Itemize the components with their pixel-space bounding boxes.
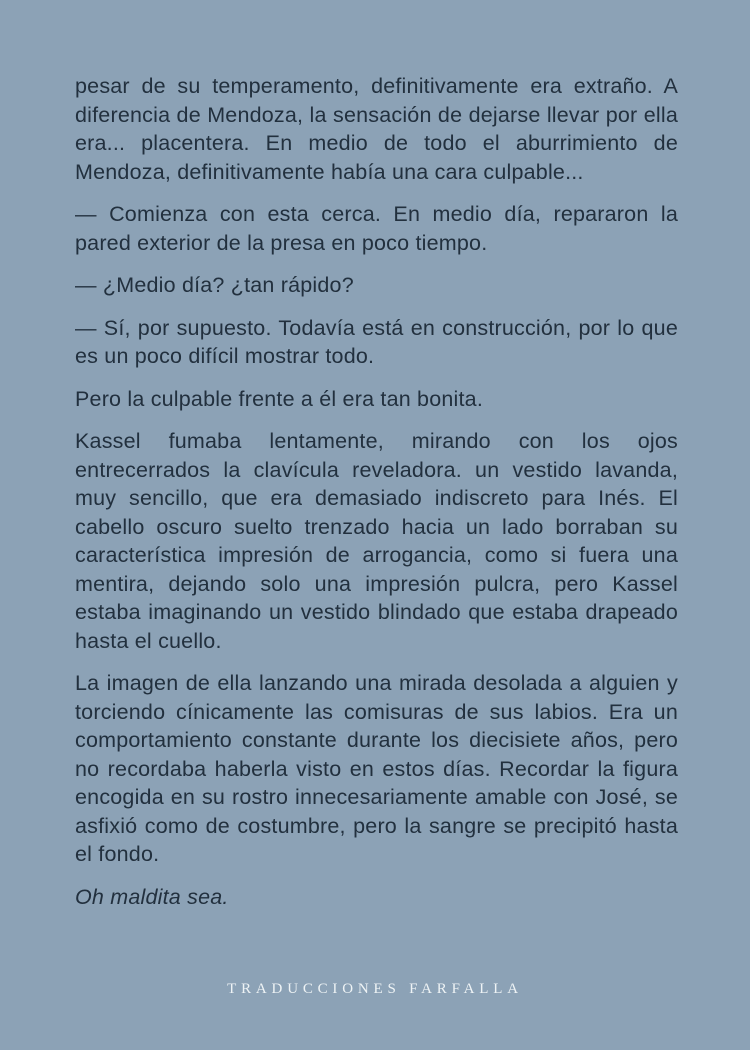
dialogue-paragraph: — ¿Medio día? ¿tan rápido? — [75, 273, 354, 297]
paragraph: Pero la culpable frente a él era tan bonita. — [75, 386, 484, 411]
dialogue-paragraph: — Comienza con esta cerca. En medio día, repararon la pared exterior de la presa en poco tiempo. — [75, 202, 678, 255]
story-text-block — [75, 72, 678, 925]
paragraph: La imagen de ella lanzando una mirada desolada a alguien y torciendo cínicamente las comisuras de sus labios. Era un comportamiento constante durante los diecisiete años, pero no recordaba haberla visto en estos días. Recordar la figura encogida en su rostro innecesariamente amable con José, se asfixió como de costumbre, pero la sangre se precipitó hasta el fondo. — [75, 671, 678, 866]
dialogue-paragraph: — Sí, por supuesto. Todavía está en construcción, por lo que es un poco difícil mostrar todo. — [75, 315, 678, 368]
publisher-footer: TRADUCCIONES FARFALLA — [227, 981, 523, 997]
italic-thought-paragraph: Oh maldita sea. — [75, 884, 229, 909]
paragraph: Kassel fumaba lentamente, mirando con los ojos entrecerrados la clavícula reveladora. un vestido lavanda, muy sencillo, que era demasiado indiscreto para Inés. El cabello oscuro suelto trenzado hacia un lado borraban su característica impresión de arrogancia, como si fuera una mentira, dejando solo una impresión pulcra, pero Kassel estaba imaginando un vestido blindado que estaba drapeado hasta el cuello. — [75, 429, 678, 653]
paragraph: pesar de su temperamento, definitivamente era extraño. A diferencia de Mendoza, la sensación de dejarse llevar por ella era... placentera. En medio de todo el aburrimiento de Mendoza, definitivamente había una cara culpable... — [75, 74, 678, 184]
